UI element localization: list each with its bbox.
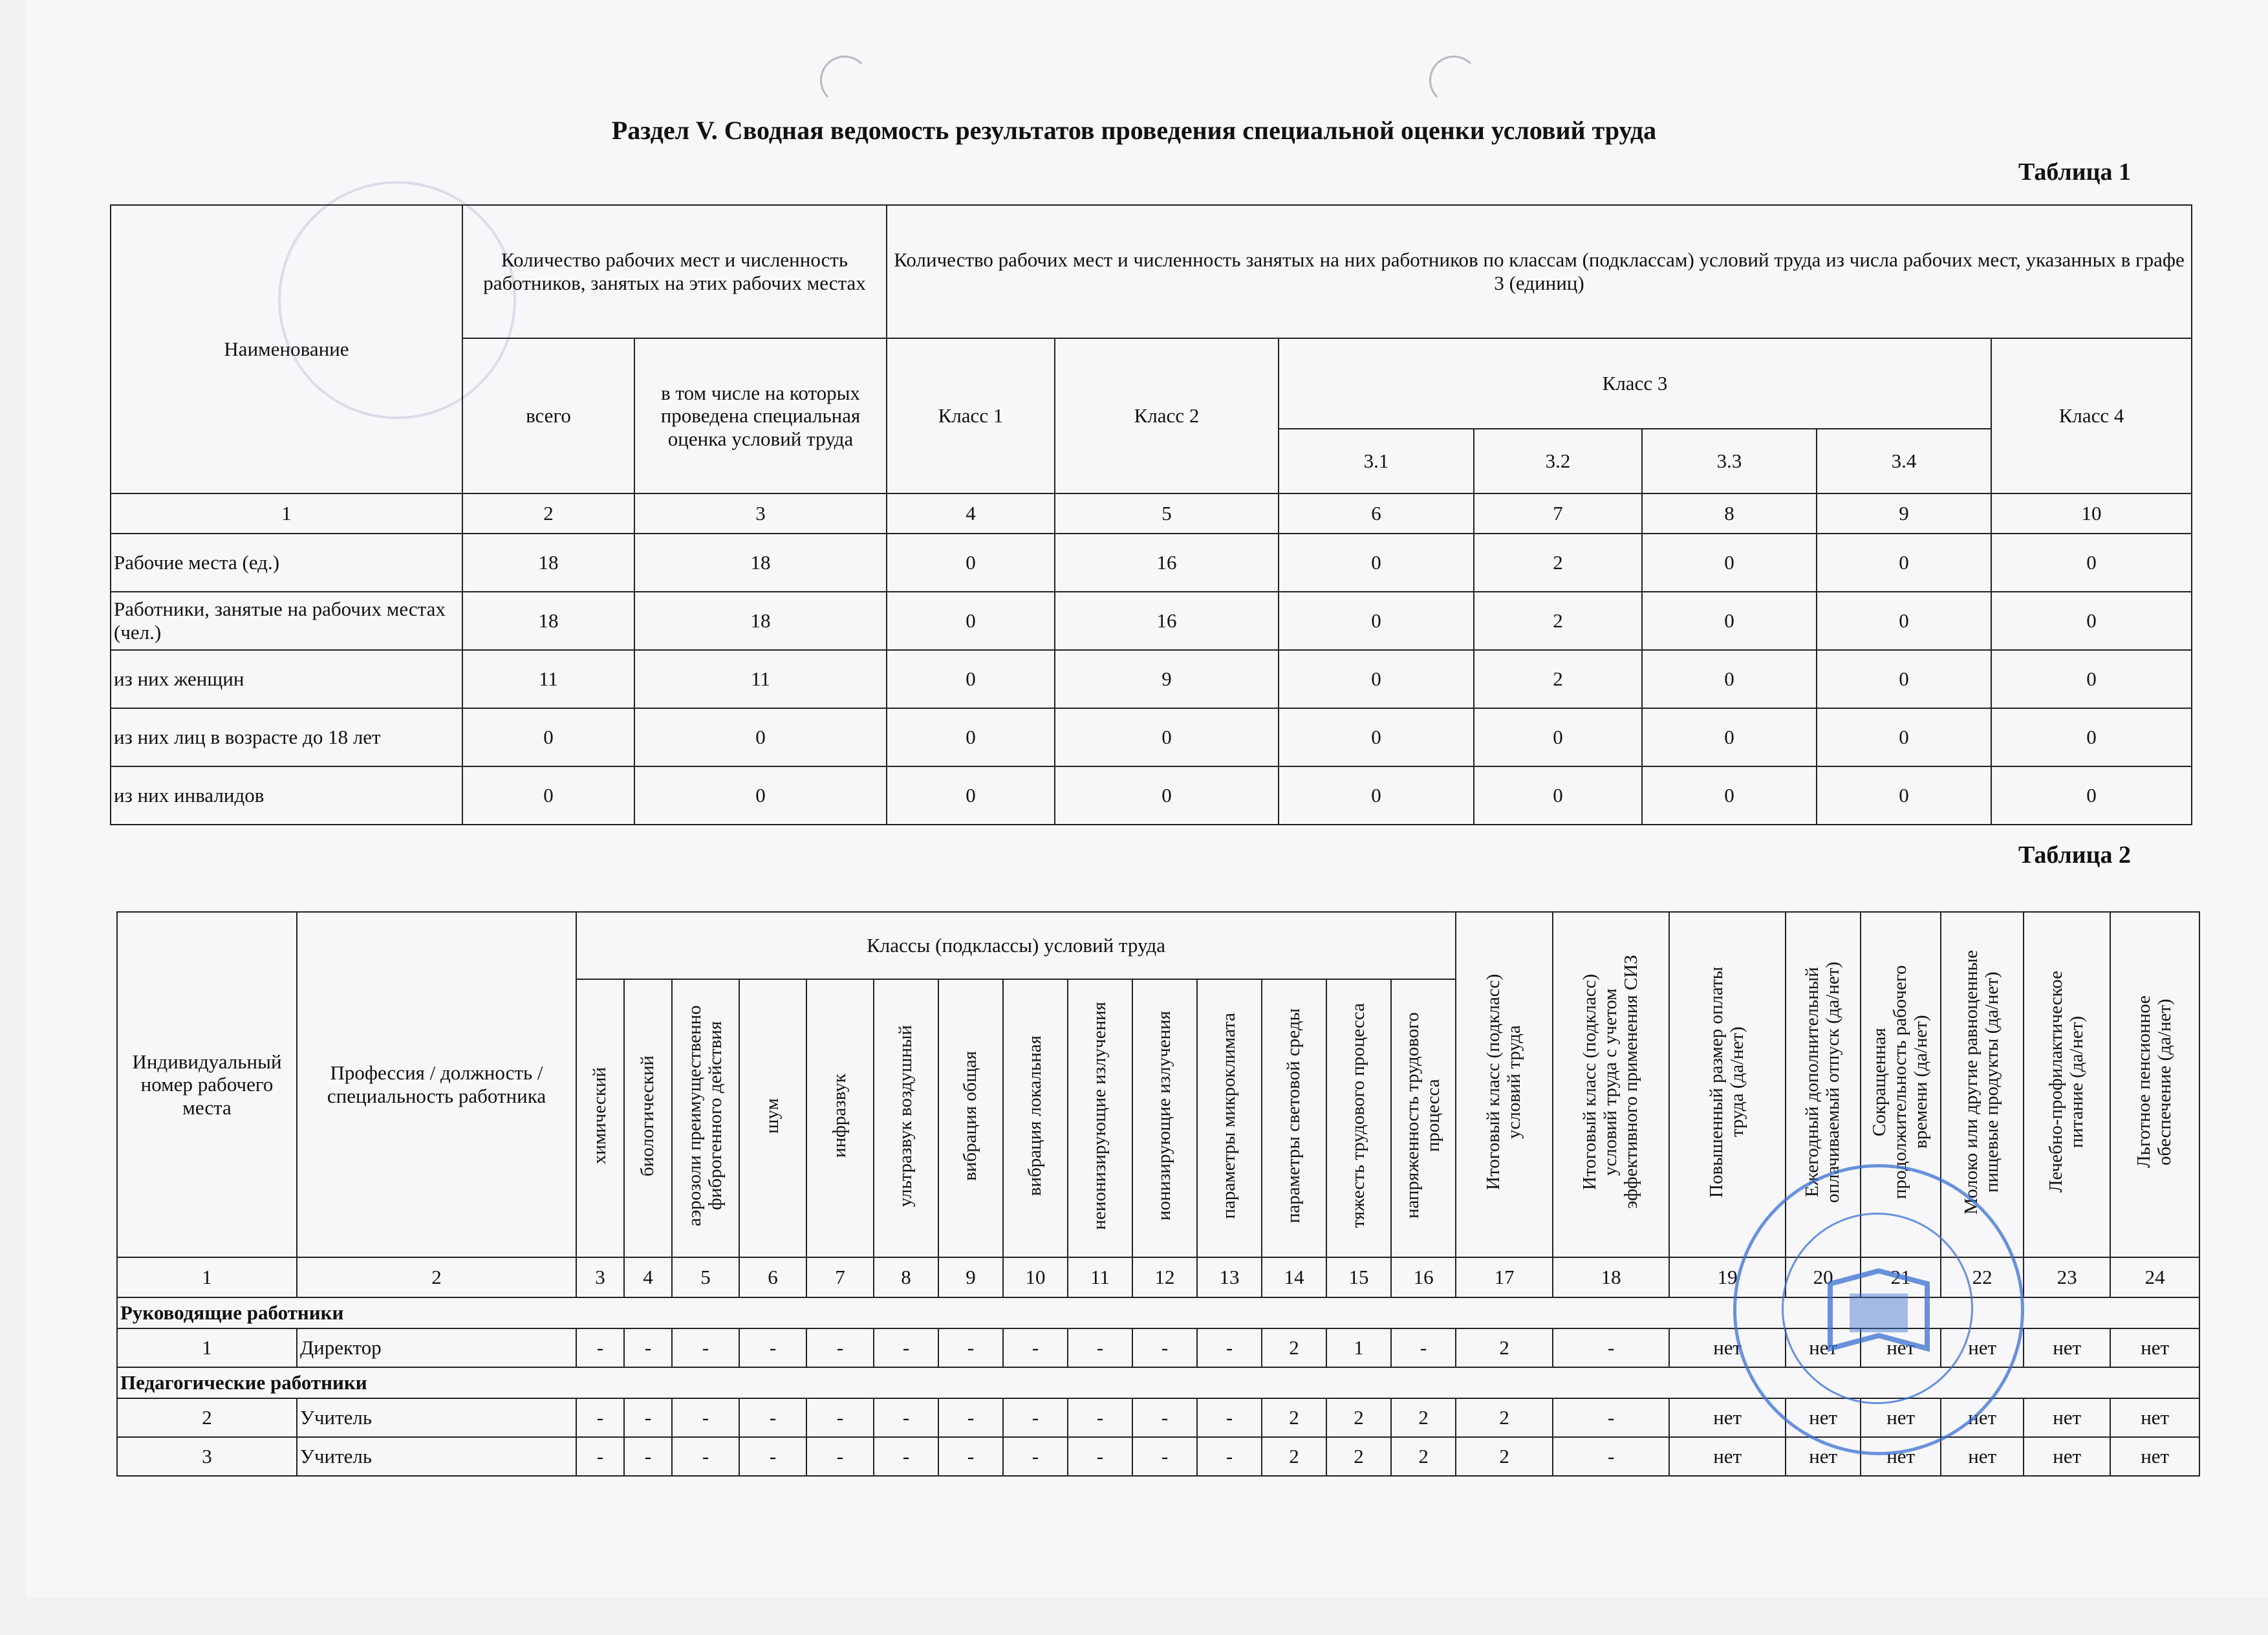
cell: - [1197, 1437, 1262, 1476]
cell: 0 [1474, 708, 1642, 766]
cell: 0 [1642, 650, 1817, 708]
col-number: 19 [1669, 1257, 1786, 1297]
cell: - [672, 1328, 739, 1367]
col-number: 20 [1786, 1257, 1861, 1297]
final-class-siz-header: Итоговый класс (подкласс) условий труда с учетом эффективного применения СИЗ [1579, 955, 1642, 1209]
cell: - [1003, 1328, 1068, 1367]
guarantee-header: Молоко или другие равноценные пищевые продукты (да/нет) [1961, 949, 2003, 1215]
col-number: 16 [1391, 1257, 1456, 1297]
cell: - [624, 1398, 672, 1437]
col-number: 24 [2110, 1257, 2199, 1297]
col-number: 4 [624, 1257, 672, 1297]
cell: 0 [1279, 708, 1474, 766]
factor-header: вибрация общая [960, 1050, 981, 1181]
table-row [111, 650, 2192, 708]
cell: - [938, 1398, 1003, 1437]
cell: 0 [1991, 708, 2192, 766]
cell: 0 [1991, 534, 2192, 592]
col-number: 8 [874, 1257, 938, 1297]
cell: - [739, 1437, 806, 1476]
cell: 0 [634, 766, 887, 825]
cell: - [1553, 1328, 1669, 1367]
class-group-header: Количество рабочих мест и численность занятых на них работников по классам (подклассам) условий труда из числа рабочих мест, указанных в графе 3 (единиц) [887, 205, 2192, 338]
cell: 18 [634, 534, 887, 592]
subclass-3-2: 3.2 [1474, 429, 1642, 493]
cell: 2 [1326, 1437, 1391, 1476]
cell: 0 [887, 708, 1055, 766]
final-class-header: Итоговый класс (подкласс) условий труда [1483, 974, 1525, 1191]
cell: нет [1786, 1437, 1861, 1476]
col-number: 21 [1861, 1257, 1941, 1297]
column-number-row [111, 493, 2192, 534]
row-label: из них инвалидов [111, 766, 462, 825]
profession-header: Профессия / должность / специальность работника [297, 912, 576, 1257]
cell: 0 [1642, 708, 1817, 766]
cell: - [806, 1437, 874, 1476]
cell: - [1197, 1398, 1262, 1437]
cell: нет [1786, 1398, 1861, 1437]
cell: - [576, 1398, 624, 1437]
cell: 2 [1456, 1437, 1553, 1476]
cell: - [624, 1437, 672, 1476]
workplace-id: 3 [117, 1437, 297, 1476]
cell: нет [1669, 1398, 1786, 1437]
workplace-id: 2 [117, 1398, 297, 1437]
cell: - [576, 1328, 624, 1367]
cell: - [1391, 1328, 1456, 1367]
subclass-3-4: 3.4 [1817, 429, 1991, 493]
cell: 0 [1279, 592, 1474, 650]
col-number: 1 [111, 493, 462, 534]
col-number: 22 [1941, 1257, 2024, 1297]
col-number: 7 [806, 1257, 874, 1297]
col-number: 15 [1326, 1257, 1391, 1297]
cell: 0 [1474, 766, 1642, 825]
cell: 1 [1326, 1328, 1391, 1367]
cell: нет [2110, 1398, 2199, 1437]
subclass-3-1: 3.1 [1279, 429, 1474, 493]
row-label: Работники, занятые на рабочих местах (чел.) [111, 592, 462, 650]
cell: - [874, 1437, 938, 1476]
workplace-id: 1 [117, 1328, 297, 1367]
row-label: Рабочие места (ед.) [111, 534, 462, 592]
cell: нет [2024, 1328, 2110, 1367]
cell: 9 [1055, 650, 1279, 708]
cell: 0 [887, 534, 1055, 592]
col-number: 9 [1817, 493, 1991, 534]
cell: нет [2024, 1398, 2110, 1437]
cell: 0 [1991, 650, 2192, 708]
cell: - [1553, 1437, 1669, 1476]
cell: - [672, 1437, 739, 1476]
factor-header: тяжесть трудового процесса [1348, 1003, 1369, 1228]
col-number: 1 [117, 1257, 297, 1297]
cell: нет [1861, 1437, 1941, 1476]
class3-header: Класс 3 [1279, 338, 1991, 429]
factor-header: шум [762, 1098, 783, 1134]
factor-header: инфразвук [829, 1074, 850, 1158]
col-number: 6 [1279, 493, 1474, 534]
factor-header: химический [589, 1067, 610, 1165]
cell: - [874, 1398, 938, 1437]
col-number: 5 [1055, 493, 1279, 534]
cell: 0 [1991, 766, 2192, 825]
cell: - [938, 1437, 1003, 1476]
table-row [111, 766, 2192, 825]
col-number: 8 [1642, 493, 1817, 534]
cell: 2 [1474, 592, 1642, 650]
cell: 16 [1055, 534, 1279, 592]
cell: - [576, 1437, 624, 1476]
cell: 18 [462, 592, 634, 650]
factor-header: ионизирующие излучения [1154, 1011, 1175, 1221]
punch-hole-left [820, 56, 869, 105]
punch-hole-right [1429, 56, 1478, 105]
classes-group-header: Классы (подклассы) условий труда [576, 912, 1456, 979]
profession-name: Учитель [297, 1398, 576, 1437]
cell: - [1068, 1328, 1132, 1367]
factor-header: неионизирующие излучения [1089, 1001, 1110, 1230]
table-row [111, 708, 2192, 766]
factor-header: параметры световой среды [1283, 1008, 1304, 1224]
cell: нет [1941, 1437, 2024, 1476]
profession-name: Директор [297, 1328, 576, 1367]
cell: нет [1669, 1437, 1786, 1476]
cell: - [874, 1328, 938, 1367]
cell: 16 [1055, 592, 1279, 650]
row-label: из них женщин [111, 650, 462, 708]
class4-header: Класс 4 [1991, 338, 2192, 493]
section-title: Педагогические работники [117, 1367, 2199, 1398]
col-number: 3 [634, 493, 887, 534]
cell: - [739, 1398, 806, 1437]
cell: - [624, 1328, 672, 1367]
guarantee-header: Льготное пенсионное обеспечение (да/нет) [2133, 995, 2176, 1169]
cell: 0 [634, 708, 887, 766]
cell: 11 [634, 650, 887, 708]
guarantee-header: Повышенный размер оплаты труда (да/нет) [1706, 966, 1748, 1198]
cell: 0 [1279, 534, 1474, 592]
cell: 0 [1991, 592, 2192, 650]
factor-header: ультразвук воздушный [895, 1024, 916, 1207]
table-row [111, 534, 2192, 592]
col-number: 18 [1553, 1257, 1669, 1297]
col-number: 7 [1474, 493, 1642, 534]
cell: нет [2024, 1437, 2110, 1476]
total-header: всего [462, 338, 634, 493]
col-number: 12 [1132, 1257, 1197, 1297]
col-number: 10 [1003, 1257, 1068, 1297]
cell: 2 [1391, 1398, 1456, 1437]
cell: 11 [462, 650, 634, 708]
col-number: 23 [2024, 1257, 2110, 1297]
cell: нет [1786, 1328, 1861, 1367]
class1-header: Класс 1 [887, 338, 1055, 493]
cell: нет [1861, 1398, 1941, 1437]
cell: 0 [1817, 766, 1991, 825]
col-number: 13 [1197, 1257, 1262, 1297]
cell: - [1132, 1398, 1197, 1437]
factor-header: вибрация локальная [1024, 1035, 1046, 1196]
cell: 2 [1474, 650, 1642, 708]
col-number: 2 [462, 493, 634, 534]
cell: 0 [1817, 650, 1991, 708]
cell: 0 [1817, 534, 1991, 592]
cell: 2 [1474, 534, 1642, 592]
cell: 0 [1055, 708, 1279, 766]
cell: нет [1941, 1328, 2024, 1367]
cell: 18 [634, 592, 887, 650]
col-number: 3 [576, 1257, 624, 1297]
col-number: 5 [672, 1257, 739, 1297]
cell: 0 [1279, 650, 1474, 708]
stamp-logo-icon [1824, 1264, 1934, 1361]
cell: 2 [1262, 1398, 1326, 1437]
guarantee-header: Ежегодный дополнительный оплачиваемый отпуск (да/нет) [1802, 961, 1844, 1203]
summary-table-1 [110, 204, 2192, 825]
cell: - [1553, 1398, 1669, 1437]
cell: - [806, 1328, 874, 1367]
col-name-header: Наименование [111, 205, 462, 493]
table-row [111, 592, 2192, 650]
section-title: Руководящие работники [117, 1297, 2199, 1328]
cell: 0 [887, 592, 1055, 650]
col-number: 10 [1991, 493, 2192, 534]
subclass-3-3: 3.3 [1642, 429, 1817, 493]
guarantee-header: Лечебно-профилактическое питание (да/нет) [2046, 971, 2088, 1193]
factor-header: параметры микроклимата [1218, 1012, 1240, 1219]
col-number: 14 [1262, 1257, 1326, 1297]
cell: 2 [1262, 1328, 1326, 1367]
cell: 0 [1642, 534, 1817, 592]
cell: нет [1941, 1398, 2024, 1437]
cell: 0 [1817, 708, 1991, 766]
cell: 0 [1055, 766, 1279, 825]
col-number: 2 [297, 1257, 576, 1297]
cell: - [1132, 1328, 1197, 1367]
col-number: 4 [887, 493, 1055, 534]
table1-label: Таблица 1 [2018, 158, 2131, 186]
col-number: 6 [739, 1257, 806, 1297]
cell: - [1197, 1328, 1262, 1367]
cell: - [806, 1398, 874, 1437]
cell: - [1132, 1437, 1197, 1476]
cell: 2 [1262, 1437, 1326, 1476]
row-label: из них лиц в возрасте до 18 лет [111, 708, 462, 766]
cell: 2 [1456, 1398, 1553, 1437]
table2-label: Таблица 2 [2018, 841, 2131, 869]
cell: - [938, 1328, 1003, 1367]
document-title: Раздел V. Сводная ведомость результатов проведения специальной оценки условий труда [611, 116, 1657, 145]
cell: - [672, 1398, 739, 1437]
cell: 0 [887, 766, 1055, 825]
cell: 0 [462, 708, 634, 766]
col-number: 11 [1068, 1257, 1132, 1297]
cell: 0 [1642, 592, 1817, 650]
workplace-id-header: Индивидуальный номер рабочего места [117, 912, 297, 1257]
company-stamp [1733, 1164, 2024, 1455]
cell: - [739, 1328, 806, 1367]
cell: нет [1861, 1328, 1941, 1367]
cell: 0 [1817, 592, 1991, 650]
cell: нет [1669, 1328, 1786, 1367]
col-number: 17 [1456, 1257, 1553, 1297]
cell: 2 [1391, 1437, 1456, 1476]
factor-header: напряженность трудового процесса [1402, 1012, 1444, 1219]
col-number: 9 [938, 1257, 1003, 1297]
factor-header: биологический [637, 1055, 658, 1176]
cell: 0 [1279, 766, 1474, 825]
class2-header: Класс 2 [1055, 338, 1279, 493]
profession-name: Учитель [297, 1437, 576, 1476]
cell: - [1068, 1437, 1132, 1476]
cell: 0 [887, 650, 1055, 708]
cell: - [1003, 1398, 1068, 1437]
factor-header: аэрозоли преимущественно фиброгенного действия [684, 1005, 726, 1226]
cell: - [1003, 1437, 1068, 1476]
cell: 18 [462, 534, 634, 592]
cell: 0 [1642, 766, 1817, 825]
cell: 2 [1456, 1328, 1553, 1367]
cell: нет [2110, 1328, 2199, 1367]
cell: 2 [1326, 1398, 1391, 1437]
cell: - [1068, 1398, 1132, 1437]
guarantee-header: Сокращенная продолжительность рабочего времени (да/нет) [1869, 965, 1932, 1199]
count-group-header: Количество рабочих мест и численность работников, занятых на этих рабочих местах [462, 205, 887, 338]
cell: нет [2110, 1437, 2199, 1476]
cell: 0 [462, 766, 634, 825]
assessed-header: в том числе на которых проведена специальная оценка условий труда [634, 338, 887, 493]
